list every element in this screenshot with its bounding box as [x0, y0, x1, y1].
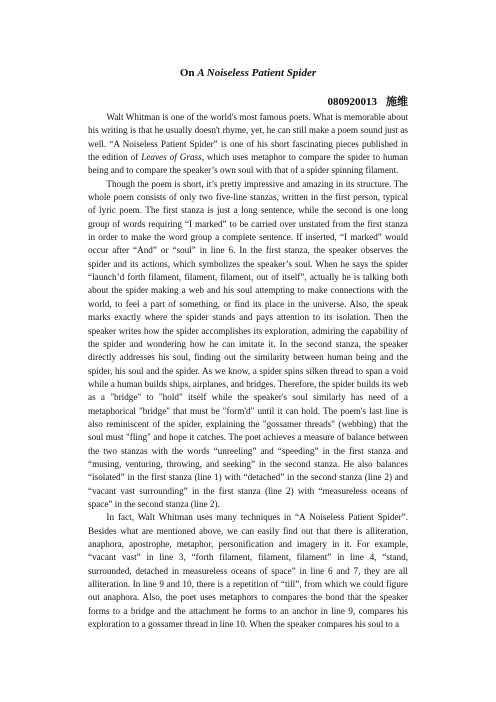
paragraph-1-text-b: , which uses metaphor to compare the spider to human being and to compare the speaker’s own soul with that of a spider spinning filament. — [88, 152, 408, 176]
student-id: 080920013 — [327, 96, 377, 108]
title-prefix: On — [179, 67, 198, 79]
essay-body — [88, 111, 408, 631]
page-title — [0, 66, 496, 80]
paragraph-3-text: In fact, Walt Whitman uses many techniques in “A Noiseless Patient Spider”. Besides what are mentioned above, we can easily find out that there is alliteration, anaphora, apostrophe, metaphor, personification and imagery in it. For example, “vacant vast” in line 3, “forth filament, filament, filament” in line 4, “stand, surrounded, detached in measureless oceans of space” in line 6 and 7, they are all alliteration. In line 9 and 10, there is a repetition of “till”, from which we could figure out anaphora. Also, the poet uses metaphors to compares the bond that the speaker forms to a bridge and the attachment he forms to an anchor in line 9, compares his exploration to a gossamer thread in line 10. When the speaker compares his soul to a — [88, 512, 408, 630]
paragraph-2 — [88, 178, 408, 512]
paragraph-1-text-a: Walt Whitman is one of the world's most famous poets. What is memorable about his writing is that he usually doesn't rhyme, yet, he can still make a poem sound just as well. “A Noiseless Patient Spider” is one of his short fascinating pieces published in the edition of — [88, 112, 408, 163]
title-work: A Noiseless Patient Spider — [197, 67, 317, 79]
book-title: Leaves of Grass — [141, 152, 202, 163]
paragraph-3 — [88, 511, 408, 631]
paragraph-1 — [88, 111, 408, 178]
paragraph-2-text: Though the poem is short, it’s pretty impressive and amazing in its structure. The whole poem consists of only two five-line stanzas, written in the first person, typical of lyric poem. The first stanza is just a long sentence, while the second is one long group of words requiring “I marked” to be carried over unstated from the first stanza in order to make the word group a complete sentence. If inserted, “I marked” would occur after “And” or “soul” in line 6. In the first stanza, the speaker observes the spider and its actions, which symbolizes the speaker’s soul. When he says the spider “launch’d forth filament, filament, filament, out of itself”, actually he is talking both about the spider making a web and his soul attempting to make connections with the world, to feel a part of something, or find its place in the universe. Also, the speak marks exactly where the spider stands and pays attention to its isolation. Then the speaker writes how the spider accomplishes its exploration, admiring the capability of the spider and wondering how he can imitate it. In the second stanza, the speaker directly addresses his soul, finding out the similarity between human being and the spider, his soul and the spider. As we know, a spider spins silken thread to span a void while a human builds ships, airplanes, and bridges. Therefore, the spider builds its web as a "bridge" to "hold" itself while the speaker's soul similarly has need of a metaphorical "bridge" that must be "form'd" until it can hold. The poem's last line is also reminiscent of the spider, explaining the "gossamer threads" (webbing) that the soul must "fling" and hope it catches. The poet achieves a measure of balance between the two stanzas with the words “unreeling” and “speeding” in the first stanza and “musing, venturing, throwing, and seeking” in the second stanza. He also balances “isolated” in the first stanza (line 1) with “detached” in the second stanza (line 2) and “vacant vast surrounding” in the first stanza (line 2) with “measureless oceans of space” in the second stanza (line 2). — [88, 178, 408, 509]
author-name: 施维 — [386, 96, 408, 108]
author-byline — [328, 95, 409, 109]
